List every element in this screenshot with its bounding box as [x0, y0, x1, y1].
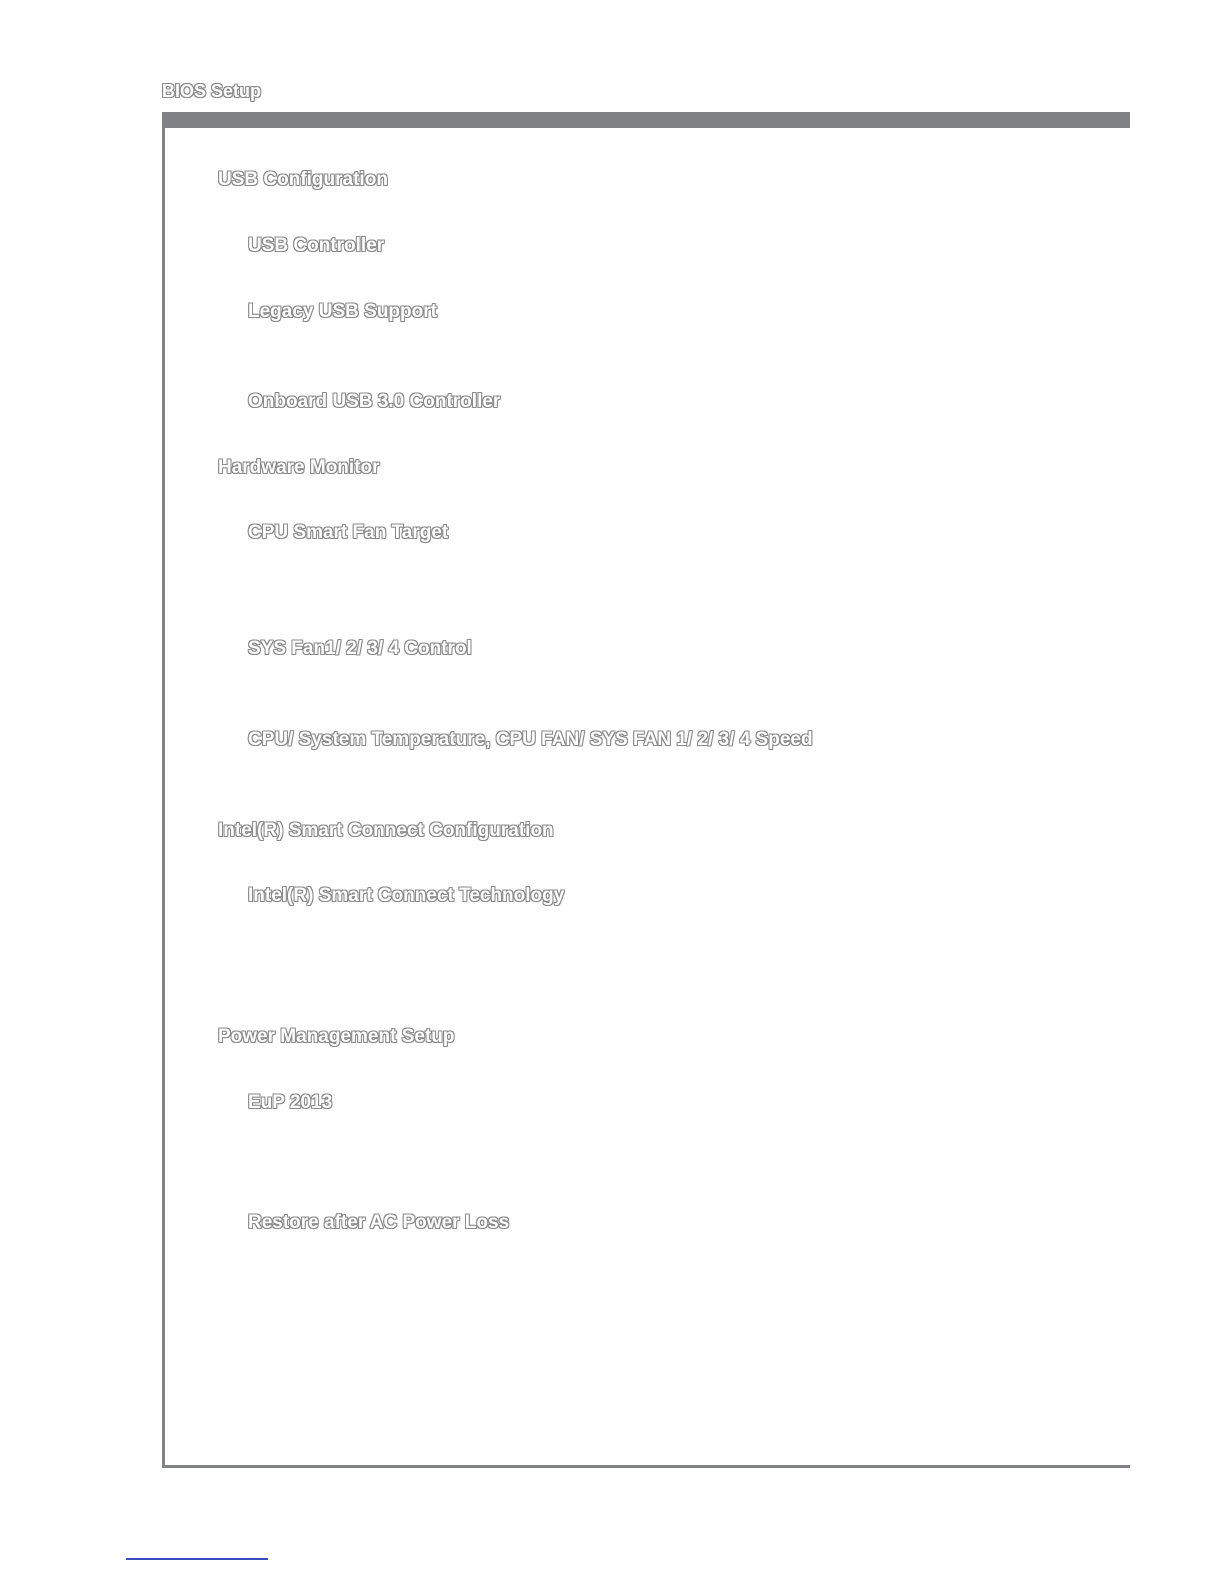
frame-left-rule: [162, 112, 165, 1468]
item-onboard-usb3-controller: Onboard USB 3.0 Controller: [248, 391, 501, 412]
item-sys-fan-control: SYS Fan1/ 2/ 3/ 4 Control: [248, 638, 472, 659]
item-eup-2013: EuP 2013: [248, 1092, 333, 1113]
item-temperature-fan-speed: CPU/ System Temperature, CPU FAN/ SYS FAN 1/ 2/ 3/ 4 Speed: [248, 729, 813, 750]
page-header-title: BIOS Setup: [162, 81, 262, 101]
footer-rule: [126, 1558, 268, 1560]
item-usb-controller: USB Controller: [248, 235, 385, 256]
header-bar: [162, 112, 1130, 128]
item-legacy-usb-support: Legacy USB Support: [248, 301, 437, 322]
item-restore-after-ac-power-loss: Restore after AC Power Loss: [248, 1212, 510, 1233]
section-heading-intel-smart-connect: Intel(R) Smart Connect Configuration: [218, 820, 554, 841]
section-heading-usb-configuration: USB Configuration: [218, 169, 388, 190]
frame-bottom-rule: [162, 1465, 1130, 1468]
item-cpu-smart-fan-target: CPU Smart Fan Target: [248, 522, 449, 543]
item-intel-smart-connect-technology: Intel(R) Smart Connect Technology: [248, 885, 565, 906]
section-heading-hardware-monitor: Hardware Monitor: [218, 457, 380, 478]
section-heading-power-management: Power Management Setup: [218, 1026, 455, 1047]
